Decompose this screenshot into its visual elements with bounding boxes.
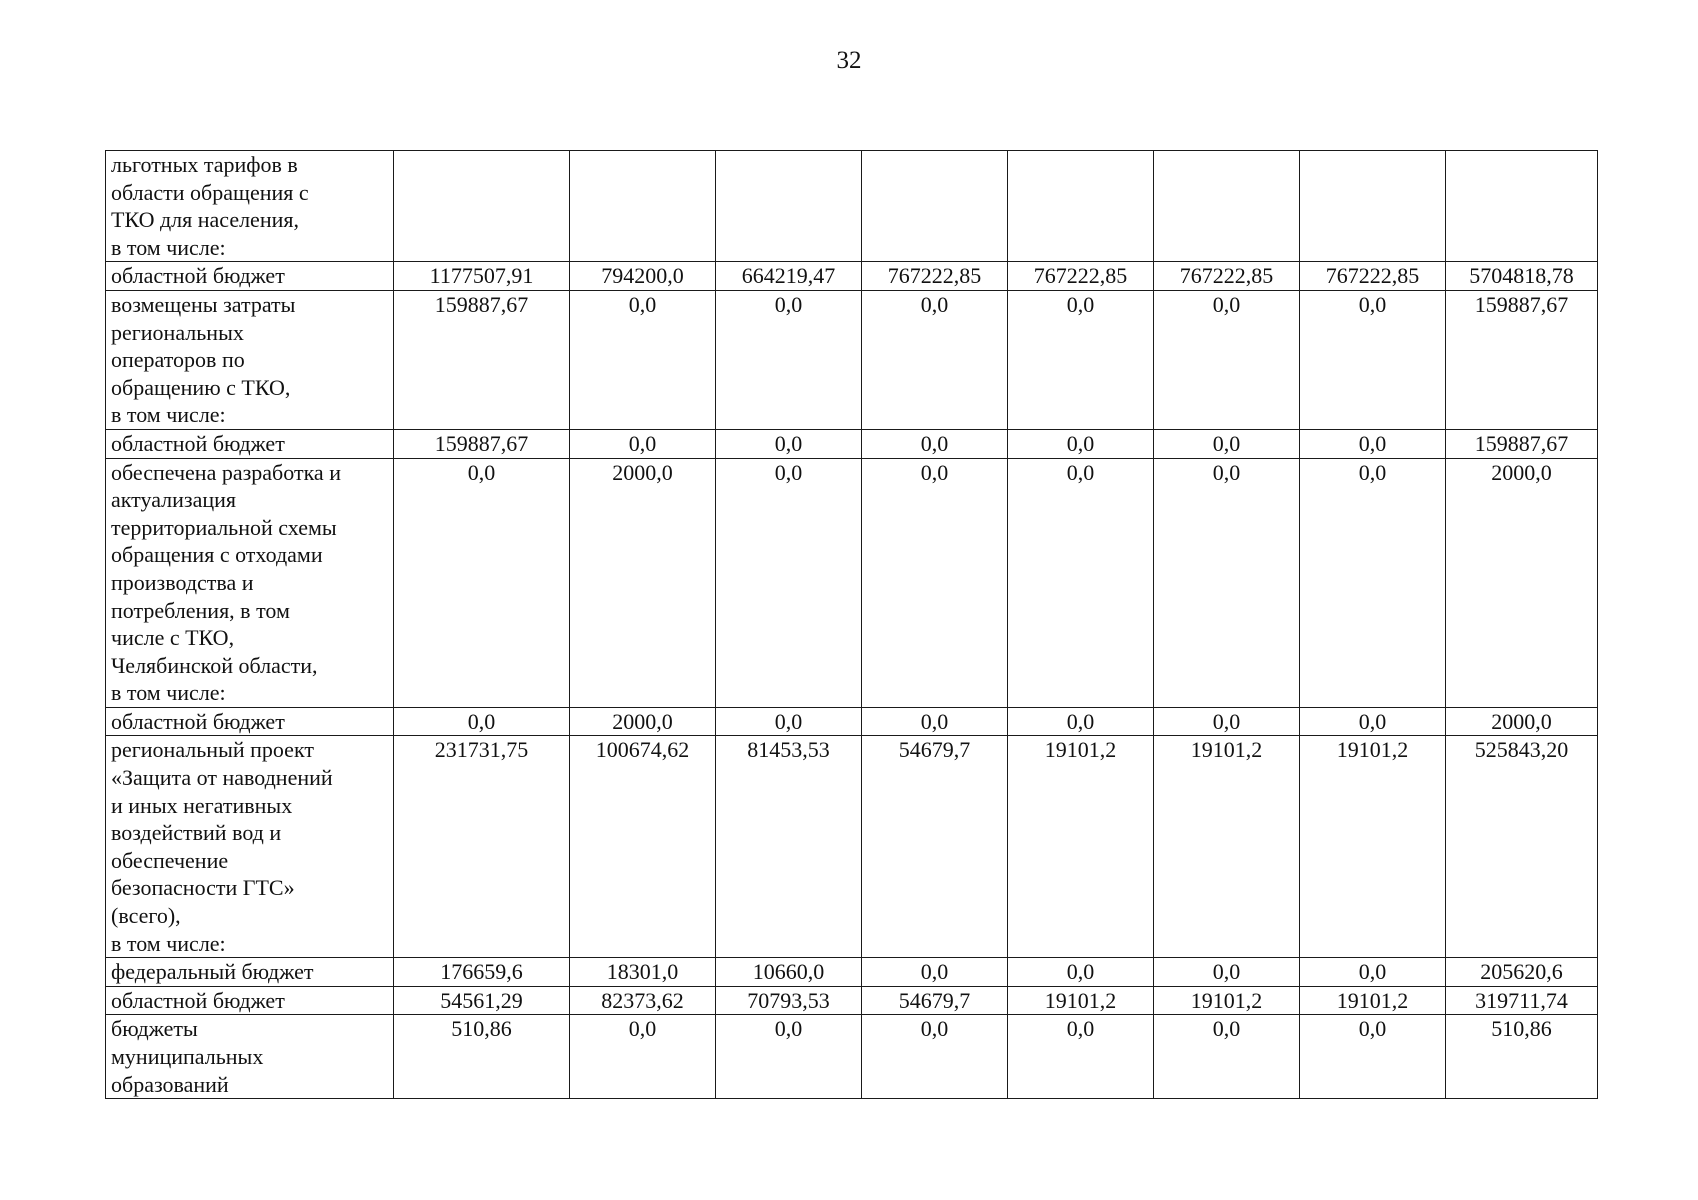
budget-table (105, 150, 1598, 1099)
value-cell: 0,0 (862, 958, 1008, 987)
value-cell: 82373,62 (570, 986, 716, 1015)
value-cell: 19101,2 (1008, 736, 1154, 958)
value-cell: 54679,7 (862, 736, 1008, 958)
value-cell: 81453,53 (716, 736, 862, 958)
value-cell: 0,0 (570, 429, 716, 458)
table-row (106, 958, 1598, 987)
value-cell (1446, 151, 1598, 262)
value-cell: 1177507,91 (394, 262, 570, 291)
value-cell: 0,0 (1300, 290, 1446, 429)
row-label: областной бюджет (106, 262, 394, 291)
table-row (106, 707, 1598, 736)
value-cell: 18301,0 (570, 958, 716, 987)
value-cell (716, 151, 862, 262)
value-cell: 510,86 (394, 1015, 570, 1099)
value-cell: 0,0 (716, 429, 862, 458)
value-cell (862, 151, 1008, 262)
value-cell: 159887,67 (394, 290, 570, 429)
value-cell: 0,0 (716, 1015, 862, 1099)
value-cell: 0,0 (716, 707, 862, 736)
value-cell: 0,0 (1008, 707, 1154, 736)
value-cell: 0,0 (1300, 1015, 1446, 1099)
table-body (106, 151, 1598, 1099)
value-cell (394, 151, 570, 262)
value-cell: 0,0 (1300, 429, 1446, 458)
value-cell: 54679,7 (862, 986, 1008, 1015)
table-row (106, 458, 1598, 707)
value-cell: 0,0 (570, 1015, 716, 1099)
table-row (106, 151, 1598, 262)
value-cell: 0,0 (862, 1015, 1008, 1099)
value-cell: 0,0 (1008, 290, 1154, 429)
value-cell: 0,0 (1154, 290, 1300, 429)
value-cell: 2000,0 (1446, 707, 1598, 736)
value-cell (1300, 151, 1446, 262)
value-cell: 0,0 (1008, 958, 1154, 987)
value-cell: 159887,67 (1446, 429, 1598, 458)
row-label: областной бюджет (106, 429, 394, 458)
value-cell: 0,0 (862, 290, 1008, 429)
value-cell: 100674,62 (570, 736, 716, 958)
value-cell: 2000,0 (570, 707, 716, 736)
value-cell: 767222,85 (1300, 262, 1446, 291)
value-cell: 19101,2 (1154, 736, 1300, 958)
value-cell: 0,0 (1154, 958, 1300, 987)
value-cell: 0,0 (1008, 429, 1154, 458)
row-label: льготных тарифов в области обращения с ТКО для населения, в том числе: (106, 151, 394, 262)
value-cell: 0,0 (394, 458, 570, 707)
value-cell: 0,0 (1154, 707, 1300, 736)
value-cell: 0,0 (1300, 958, 1446, 987)
value-cell: 0,0 (716, 290, 862, 429)
value-cell: 0,0 (862, 429, 1008, 458)
value-cell: 2000,0 (1446, 458, 1598, 707)
value-cell: 231731,75 (394, 736, 570, 958)
value-cell: 205620,6 (1446, 958, 1598, 987)
table-row (106, 1015, 1598, 1099)
value-cell: 10660,0 (716, 958, 862, 987)
table-row (106, 986, 1598, 1015)
value-cell: 767222,85 (1154, 262, 1300, 291)
value-cell: 0,0 (1300, 458, 1446, 707)
value-cell: 0,0 (1154, 1015, 1300, 1099)
value-cell (570, 151, 716, 262)
value-cell: 54561,29 (394, 986, 570, 1015)
value-cell: 767222,85 (862, 262, 1008, 291)
value-cell: 0,0 (1154, 458, 1300, 707)
value-cell: 0,0 (716, 458, 862, 707)
value-cell: 159887,67 (394, 429, 570, 458)
value-cell: 525843,20 (1446, 736, 1598, 958)
value-cell: 19101,2 (1154, 986, 1300, 1015)
row-label: возмещены затраты региональных операторов по обращению с ТКО, в том числе: (106, 290, 394, 429)
value-cell (1154, 151, 1300, 262)
value-cell: 794200,0 (570, 262, 716, 291)
value-cell: 70793,53 (716, 986, 862, 1015)
value-cell: 0,0 (862, 458, 1008, 707)
value-cell: 0,0 (394, 707, 570, 736)
row-label: областной бюджет (106, 986, 394, 1015)
value-cell: 5704818,78 (1446, 262, 1598, 291)
row-label: региональный проект «Защита от наводнений и иных негативных воздействий вод и обеспечение безопасности ГТС» (всего), в том числе: (106, 736, 394, 958)
value-cell: 0,0 (862, 707, 1008, 736)
row-label: бюджеты муниципальных образований (106, 1015, 394, 1099)
value-cell: 0,0 (570, 290, 716, 429)
value-cell: 19101,2 (1300, 736, 1446, 958)
value-cell: 19101,2 (1300, 986, 1446, 1015)
value-cell (1008, 151, 1154, 262)
table-row (106, 736, 1598, 958)
page-number: 32 (836, 47, 862, 74)
table-row (106, 262, 1598, 291)
row-label: обеспечена разработка и актуализация территориальной схемы обращения с отходами производства и потребления, в том числе с ТКО, Челябинской области, в том числе: (106, 458, 394, 707)
row-label: областной бюджет (106, 707, 394, 736)
value-cell: 767222,85 (1008, 262, 1154, 291)
value-cell: 159887,67 (1446, 290, 1598, 429)
value-cell: 0,0 (1154, 429, 1300, 458)
value-cell: 19101,2 (1008, 986, 1154, 1015)
value-cell: 0,0 (1008, 458, 1154, 707)
value-cell: 176659,6 (394, 958, 570, 987)
table-row (106, 429, 1598, 458)
value-cell: 319711,74 (1446, 986, 1598, 1015)
value-cell: 0,0 (1008, 1015, 1154, 1099)
value-cell: 664219,47 (716, 262, 862, 291)
table-row (106, 290, 1598, 429)
value-cell: 0,0 (1300, 707, 1446, 736)
value-cell: 510,86 (1446, 1015, 1598, 1099)
value-cell: 2000,0 (570, 458, 716, 707)
row-label: федеральный бюджет (106, 958, 394, 987)
